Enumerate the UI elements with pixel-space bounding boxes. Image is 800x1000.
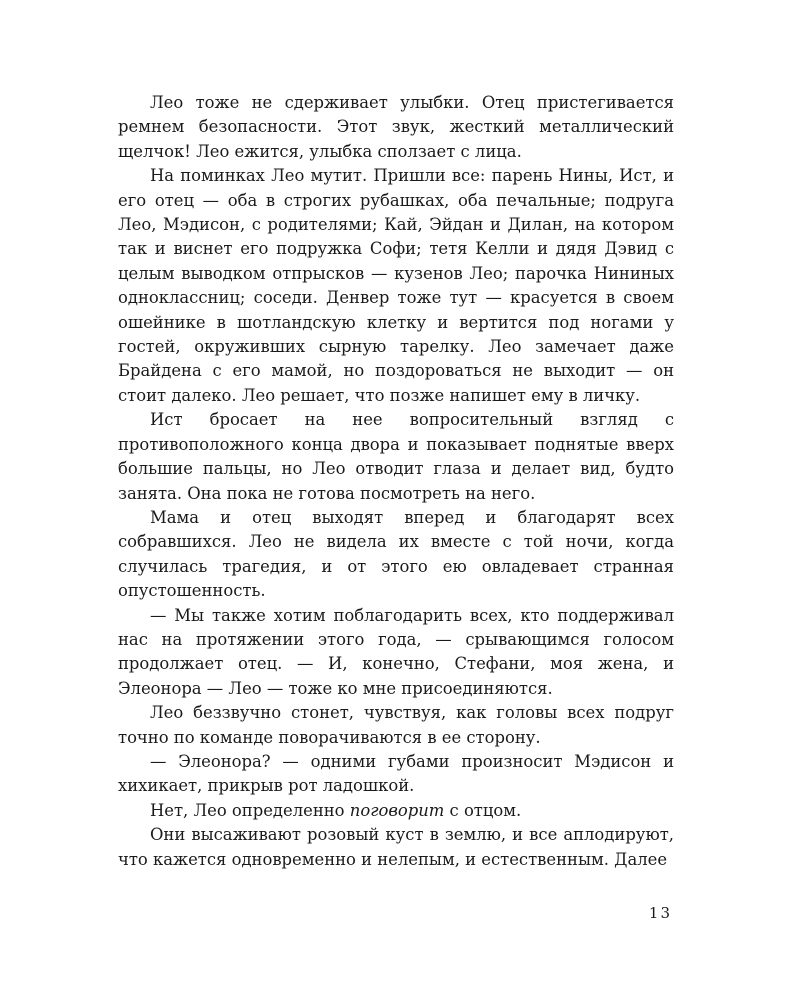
book-page-text — [118, 91, 674, 872]
paragraph-8-before: Нет, Лео определенно — [150, 800, 350, 820]
paragraph-4: Мама и отец выходят вперед и благодарят всех собравшихся. Лео не видела их вместе с той ночи, когда случилась трагедия, и от этого ею овладевает странная опустошенность. — [118, 507, 674, 601]
paragraph-6: Лео беззвучно стонет, чувствуя, как головы всех подруг точно по команде поворачиваются в ее сторону. — [118, 703, 674, 747]
paragraph-8 — [118, 799, 674, 823]
paragraph-9: Они высаживают розовый куст в землю, и все аплодируют, что кажется одновременно и нелепым, и естественным. Далее — [118, 825, 674, 869]
page-number: 13 — [648, 904, 672, 922]
paragraph-2: На поминках Лео мутит. Пришли все: парень Нины, Ист, и его отец — оба в строгих рубашках, оба печальные; подруга Лео, Мэдисон, с родителями; Кай, Эйдан и Дилан, на котором так и виснет его подружка Софи; тетя Келли и дядя Дэвид с целым выводком отпрысков — кузенов Лео; парочка Нининых одноклассниц; соседи. Денвер тоже тут — красуется в своем ошейнике в шотландскую клетку и вертится под ногами у гостей, окруживших сырную тарелку. Лео замечает даже Брайдена с его мамой, но поздороваться не выходит — он стоит далеко. Лео решает, что позже напишет ему в личку. — [118, 166, 674, 405]
paragraph-1: Лео тоже не сдерживает улыбки. Отец пристегивается ремнем безопасности. Этот звук, жесткий металлический щелчок! Лео ежится, улыбка сползает с лица. — [118, 93, 674, 161]
paragraph-5: — Мы также хотим поблагодарить всех, кто поддерживал нас на протяжении этого года, — срывающимся голосом продолжает отец. — И, конечно, Стефани, моя жена, и Элеонора — Лео — тоже ко мне присоединяются. — [118, 605, 674, 698]
paragraph-8-italic: поговорит — [349, 800, 445, 820]
paragraph-7: — Элеонора? — одними губами произносит Мэдисон и хихикает, прикрыв рот ладошкой. — [118, 751, 674, 796]
paragraph-3: Ист бросает на нее вопросительный взгляд с противоположного конца двора и показывает поднятые вверх большие пальцы, но Лео отводит глаза и делает вид, будто занята. Она пока не готова посмотреть на него. — [118, 410, 674, 503]
paragraph-8-after: с отцом. — [444, 800, 522, 820]
